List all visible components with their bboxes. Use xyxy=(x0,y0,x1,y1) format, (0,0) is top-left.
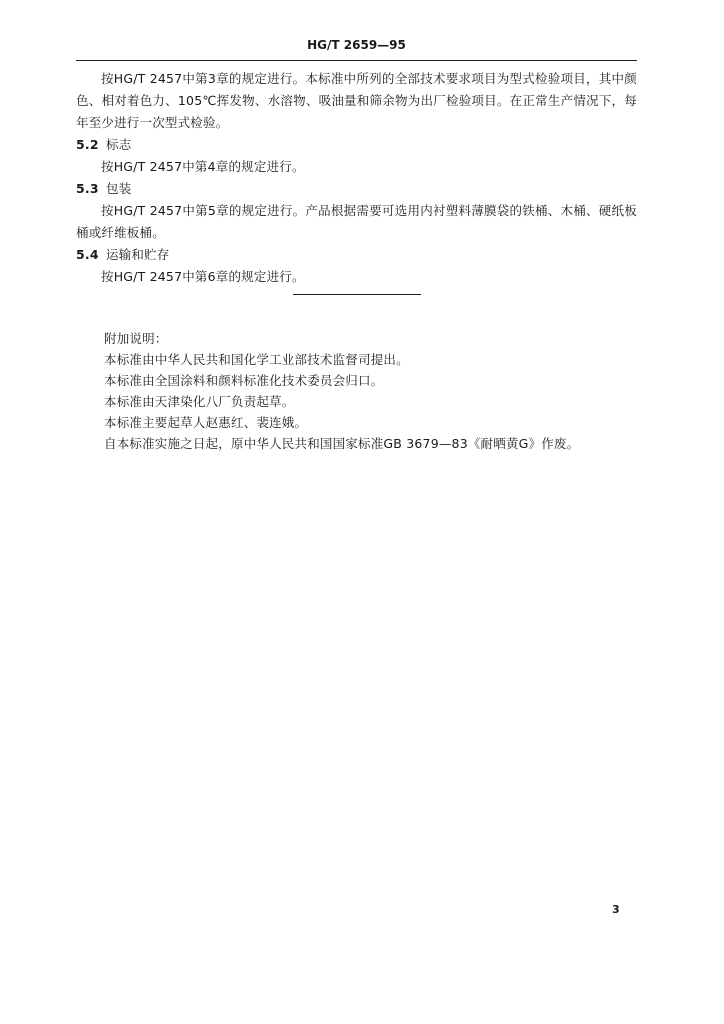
notes-line: 自本标准实施之日起，原中华人民共和国国家标准GB 3679—83《耐晒黄G》作废。 xyxy=(104,436,580,451)
notes-line: 本标准由中华人民共和国化学工业部技术监督司提出。 xyxy=(104,352,409,367)
section-5-2-text: 按HG/T 2457中第4章的规定进行。 xyxy=(101,159,305,174)
section-number: 5.4 xyxy=(76,247,99,262)
section-title: 运输和贮存 xyxy=(106,247,170,262)
document-body xyxy=(76,68,637,288)
document-code-header: HG/T 2659—95 xyxy=(307,38,406,52)
additional-notes xyxy=(104,328,624,454)
paragraph-5-1: 按HG/T 2457中第3章的规定进行。本标准中所列的全部技术要求项目为型式检验项目，其中颜色、相对着色力、105℃挥发物、水溶物、吸油量和筛余物为出厂检验项目。在正常生产情况下，每年至少进行一次型式检验。 xyxy=(76,71,637,130)
end-of-text-divider xyxy=(293,294,421,295)
header-rule xyxy=(76,60,637,61)
page-number: 3 xyxy=(612,903,620,916)
section-number: 5.2 xyxy=(76,137,99,152)
section-5-4-text: 按HG/T 2457中第6章的规定进行。 xyxy=(101,269,305,284)
section-5-4-heading xyxy=(76,244,637,266)
section-title: 标志 xyxy=(106,137,132,152)
section-5-3-heading xyxy=(76,178,637,200)
section-number: 5.3 xyxy=(76,181,99,196)
section-5-3-text: 按HG/T 2457中第5章的规定进行。产品根据需要可选用内衬塑料薄膜袋的铁桶、木桶、硬纸板桶或纤维板桶。 xyxy=(76,203,637,240)
notes-line: 本标准由全国涂料和颜料标准化技术委员会归口。 xyxy=(104,373,384,388)
notes-line: 本标准由天津染化八厂负责起草。 xyxy=(104,394,295,409)
notes-line: 本标准主要起草人赵惠红、裴连娥。 xyxy=(104,415,308,430)
section-5-2-heading xyxy=(76,134,637,156)
section-title: 包装 xyxy=(106,181,132,196)
notes-heading: 附加说明： xyxy=(104,331,168,346)
